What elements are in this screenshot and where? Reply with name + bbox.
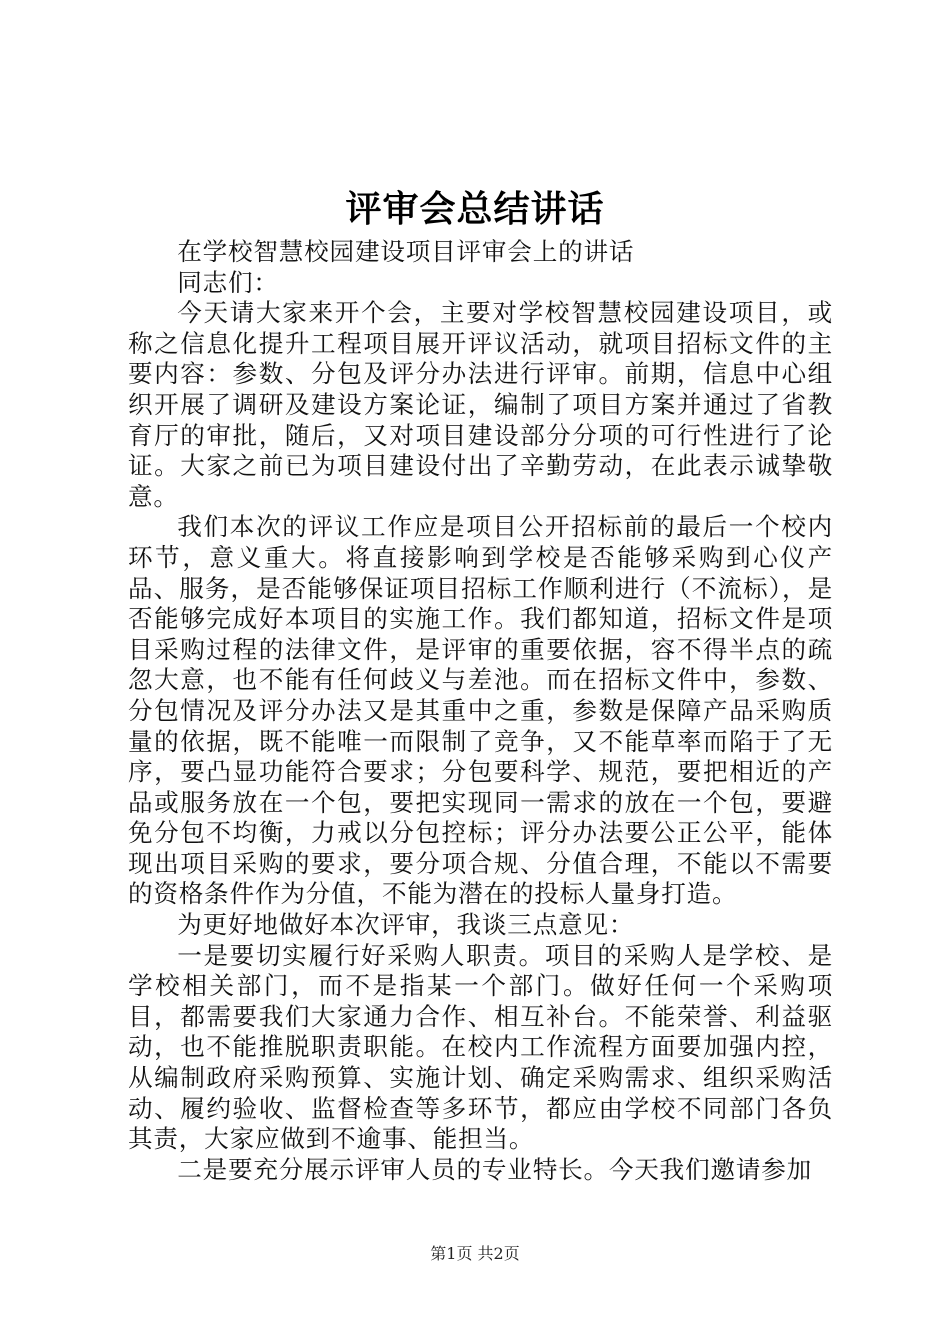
paragraph-three-points: 为更好地做好本次评审，我谈三点意见： [177,910,635,940]
paragraph-significance: 我们本次的评议工作应是项目公开招标前的最后一个校内环节，意义重大。将直接影响到学校是否能够采购到心仪产品、服务，是否能够保证项目招标工作顺利进行（不流标），是否能够完成好本项目的实施工作。我们都知道，招标文件是项目采购过程的法律文件，是评审的重要依据，容不得半点的疏忽大意，也不能有任何歧义与差池。而在招标文件中，参数、分包情况及评分办法又是其重中之重，参数是保障产品采购质量的依据，既不能唯一而限制了竞争，又不能草率而陷于了无序，要凸显功能符合要求；分包要科学、规范，要把相近的产品或服务放在一个包，要把实现同一需求的放在一个包，要避免分包不均衡，力戒以分包控标；评分办法要公正公平，能体现出项目采购的要求，要分项合规、分值合理，不能以不需要的资格条件作为分值，不能为潜在的投标人量身打造。 [128,512,833,909]
document-body [128,237,833,1185]
paragraph-point-two: 二是要充分展示评审人员的专业特长。今天我们邀请参加 [177,1154,813,1184]
speech-subtitle: 在学校智慧校园建设项目评审会上的讲话 [177,237,635,266]
document-title: 评审会总结讲话 [345,188,605,230]
page-footer: 第1页 共2页 [430,1244,520,1263]
paragraph-point-one: 一是要切实履行好采购人职责。项目的采购人是学校、是学校相关部门，而不是指某一个部门。做好任何一个采购项目，都需要我们大家通力合作、相互补台。不能荣誉、利益驱动，也不能推脱职责职能。在校内工作流程方面要加强内控，从编制政府采购预算、实施计划、确定采购需求、组织采购活动、履约验收、监督检查等多环节，都应由学校不同部门各负其责，大家应做到不逾事、能担当。 [128,940,833,1154]
salutation: 同志们： [177,267,279,297]
paragraph-intro: 今天请大家来开个会，主要对学校智慧校园建设项目，或称之信息化提升工程项目展开评议活动，就项目招标文件的主要内容：参数、分包及评分办法进行评审。前期，信息中心组织开展了调研及建设方案论证，编制了项目方案并通过了省教育厅的审批，随后，又对项目建设部分分项的可行性进行了论证。大家之前已为项目建设付出了辛勤劳动，在此表示诚挚敬意。 [128,298,833,511]
